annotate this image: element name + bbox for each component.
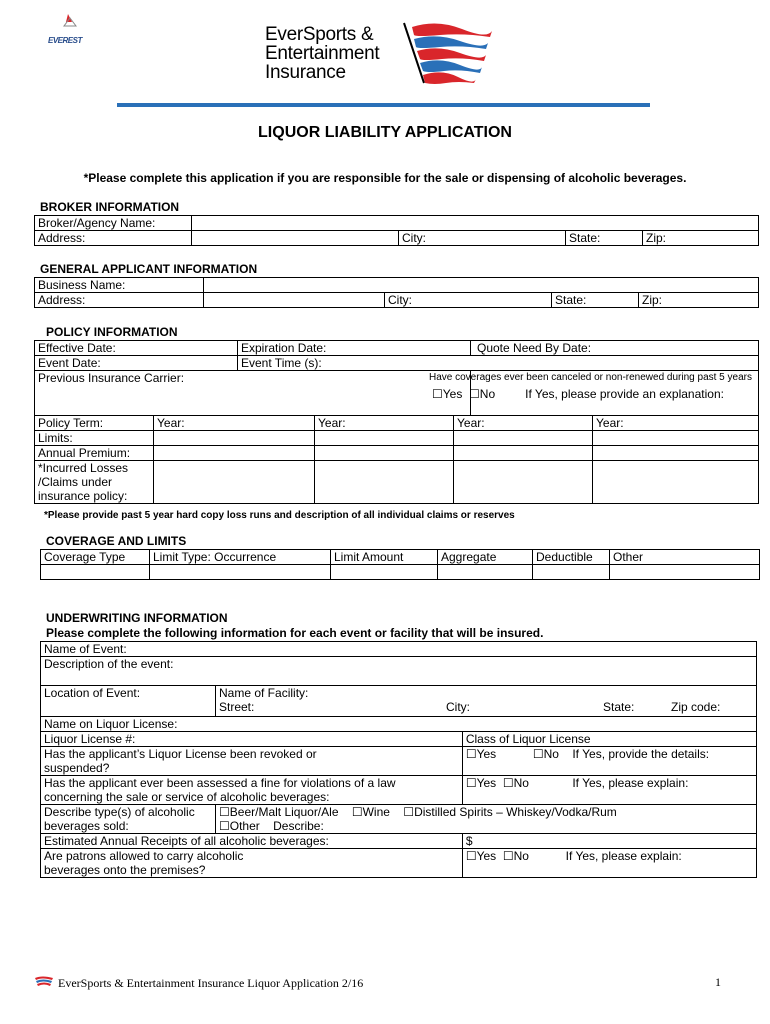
premium-4[interactable]: [593, 446, 759, 461]
policy-heading: POLICY INFORMATION: [46, 325, 178, 339]
losses-3[interactable]: [454, 461, 593, 504]
license-name-text: Name on Liquor License:: [44, 717, 178, 731]
limits-1[interactable]: [154, 431, 315, 446]
license-class-label[interactable]: Class of Liquor License: [462, 732, 756, 747]
event-name-label[interactable]: Name of Event:: [41, 642, 757, 657]
license-name-label[interactable]: [41, 717, 757, 732]
revoked-details: If Yes, provide the details:: [572, 747, 710, 761]
business-name-label: Business Name:: [35, 278, 204, 293]
page-number: 1: [715, 975, 721, 989]
loss-runs-footnote: *Please provide past 5 year hard copy loss runs and description of all individual claims or reserves: [44, 510, 515, 521]
canceled-options: [432, 387, 755, 401]
premium-1[interactable]: [154, 446, 315, 461]
fine-line1: Has the applicant ever been assessed a fine for violations of a law: [44, 776, 396, 790]
policy-history-table: [34, 415, 759, 504]
patrons-line1: Are patrons allowed to carry alcoholic: [44, 849, 244, 863]
fine-question: [41, 776, 463, 805]
location-label: Location of Event:: [41, 686, 216, 717]
revoked-yes-label: Yes: [476, 747, 497, 761]
limits-label: Limits:: [35, 431, 154, 446]
losses-4[interactable]: [593, 461, 759, 504]
broker-address-label: Address:: [35, 231, 192, 246]
state-label: State:: [603, 700, 635, 714]
revoked-question: [41, 747, 463, 776]
revoked-line2: suspended?: [44, 761, 110, 775]
broker-state-label[interactable]: State:: [566, 231, 643, 246]
beer-checkbox[interactable]: ☐: [219, 805, 230, 819]
broker-heading: BROKER INFORMATION: [40, 200, 180, 214]
other-label: Other: [229, 819, 260, 833]
instructions-note: *Please complete this application if you are responsible for the sale or dispensing of alcoholic beverages.: [83, 171, 687, 185]
coverage-other-field[interactable]: [610, 565, 760, 580]
coverage-header-row: [41, 550, 760, 565]
premium-2[interactable]: [315, 446, 454, 461]
limits-4[interactable]: [593, 431, 759, 446]
canceled-no-label: No: [479, 387, 496, 401]
underwriting-heading: UNDERWRITING INFORMATION: [46, 611, 228, 625]
everest-wordmark: EVEREST: [48, 36, 82, 45]
coverage-col-limit-amount: Limit Amount: [331, 550, 438, 565]
prev-carrier-label[interactable]: Previous Insurance Carrier:: [35, 371, 471, 416]
losses-line3: insurance policy:: [38, 489, 128, 503]
applicant-table: [34, 277, 759, 308]
page-title: LIQUOR LIABILITY APPLICATION: [258, 124, 512, 141]
wine-checkbox[interactable]: ☐: [351, 805, 363, 819]
other-checkbox[interactable]: ☐: [219, 819, 230, 833]
coverage-aggregate-field[interactable]: [438, 565, 533, 580]
losses-1[interactable]: [154, 461, 315, 504]
year-1[interactable]: Year:: [154, 416, 315, 431]
patrons-explain: If Yes, please explain:: [565, 849, 682, 863]
footer-text: EverSports & Entertainment Insurance Liquor Application 2/16: [58, 975, 364, 990]
business-name-field[interactable]: [204, 278, 759, 293]
coverage-col-aggregate: Aggregate: [438, 550, 533, 565]
brand-line1: EverSports &: [265, 24, 374, 45]
coverage-heading: COVERAGE AND LIMITS: [46, 534, 187, 548]
canceled-yes-label: Yes: [442, 387, 463, 401]
canceled-question: Have coverages ever been canceled or non-renewed during past 5 years: [429, 372, 752, 383]
year-2[interactable]: Year:: [315, 416, 454, 431]
canceled-explain: If Yes, please provide an explanation:: [525, 387, 724, 401]
brand-line3: Insurance: [265, 62, 346, 83]
event-date-label[interactable]: Event Date:: [35, 356, 238, 371]
patrons-no-checkbox[interactable]: ☐: [502, 849, 514, 863]
canceled-no-checkbox[interactable]: ☐: [469, 387, 480, 401]
types-line2: beverages sold:: [44, 819, 129, 833]
revoked-line1: Has the applicant’s Liquor License been revoked or: [44, 747, 317, 761]
revoked-no-label: No: [543, 747, 559, 761]
underwriting-subheading: Please complete the following information for each event or facility that will be insured.: [46, 626, 544, 640]
applicant-address-label: Address:: [35, 293, 204, 308]
losses-label: [35, 461, 154, 504]
coverage-limit-amount-field[interactable]: [331, 565, 438, 580]
coverage-table: [40, 549, 760, 580]
spirits-checkbox[interactable]: ☐: [403, 805, 415, 819]
coverage-col-type: Coverage Type: [41, 550, 150, 565]
applicant-zip-label[interactable]: Zip:: [639, 293, 759, 308]
expiration-date-label[interactable]: Expiration Date:: [238, 341, 471, 356]
fine-line2: concerning the sale or service of alcoholic beverages:: [44, 790, 330, 804]
patrons-yes-label: Yes: [476, 849, 497, 863]
coverage-row: [41, 565, 760, 580]
wine-label: Wine: [362, 805, 390, 819]
year-4[interactable]: Year:: [593, 416, 759, 431]
footer: [34, 975, 363, 993]
broker-name-label: Broker/Agency Name:: [35, 216, 192, 231]
brand-wordmark: [265, 25, 379, 82]
coverage-col-deductible: Deductible: [533, 550, 610, 565]
beverage-types-answer: [216, 805, 757, 834]
license-number-label[interactable]: Liquor License #:: [41, 732, 463, 747]
address-line: [219, 700, 753, 714]
fine-answer: [462, 776, 756, 805]
coverage-col-other: Other: [610, 550, 760, 565]
describe-label: Describe:: [273, 819, 324, 833]
patrons-line2: beverages onto the premises?: [44, 863, 206, 877]
beverage-row2: [219, 819, 753, 833]
policy-term-label: Policy Term:: [35, 416, 154, 431]
broker-name-field[interactable]: [192, 216, 759, 231]
quote-date-label[interactable]: Quote Need By Date:: [471, 341, 759, 356]
coverage-deductible-field[interactable]: [533, 565, 610, 580]
underwriting-table: [40, 641, 757, 878]
fine-yes-label: Yes: [476, 776, 497, 790]
limits-3[interactable]: [454, 431, 593, 446]
flag-logo-icon: [402, 21, 494, 91]
revoked-answer: [462, 747, 756, 776]
coverage-col-limit-type: Limit Type: Occurrence: [150, 550, 331, 565]
receipts-label: Estimated Annual Receipts of all alcoholic beverages:: [41, 834, 463, 849]
brand-line2: Entertainment: [265, 43, 380, 64]
losses-line1: *Incurred Losses: [38, 461, 129, 475]
canceled-yes-checkbox[interactable]: ☐: [432, 387, 443, 401]
spirits-label: Distilled Spirits – Whiskey/Vodka/Rum: [414, 805, 617, 819]
applicant-address-field[interactable]: [204, 293, 385, 308]
location-cell[interactable]: [216, 686, 757, 717]
street-label: Street:: [219, 700, 255, 714]
premium-label: Annual Premium:: [35, 446, 154, 461]
receipts-field[interactable]: [462, 834, 756, 849]
patrons-yes-checkbox[interactable]: ☐: [465, 849, 477, 863]
applicant-state-label[interactable]: State:: [552, 293, 639, 308]
dollar-sign: $: [465, 834, 473, 848]
facility-label: Name of Facility:: [219, 686, 309, 700]
event-time-label[interactable]: Event Time (s):: [238, 356, 759, 371]
losses-line2: /Claims under: [38, 475, 113, 489]
beer-label: Beer/Malt Liquor/Ale: [229, 805, 339, 819]
revoked-no-checkbox[interactable]: ☐: [532, 747, 544, 761]
limits-2[interactable]: [315, 431, 454, 446]
year-3[interactable]: Year:: [454, 416, 593, 431]
everest-logo: [48, 12, 103, 48]
zip-label: Zip code:: [671, 700, 721, 714]
applicant-heading: GENERAL APPLICANT INFORMATION: [40, 262, 258, 276]
patrons-no-label: No: [513, 849, 529, 863]
event-description-label[interactable]: Description of the event:: [41, 657, 757, 686]
broker-address-field[interactable]: [192, 231, 399, 246]
fine-no-label: No: [513, 776, 529, 790]
patrons-answer: [462, 849, 756, 878]
fine-explain: If Yes, please explain:: [572, 776, 689, 790]
premium-3[interactable]: [454, 446, 593, 461]
policy-table-top: [34, 340, 759, 416]
header-rule: [117, 103, 650, 107]
losses-2[interactable]: [315, 461, 454, 504]
fine-no-checkbox[interactable]: ☐: [502, 776, 514, 790]
coverage-limit-type-field[interactable]: [150, 565, 331, 580]
beverage-types-question: [41, 805, 216, 834]
fine-yes-checkbox[interactable]: ☐: [465, 776, 477, 790]
beverage-row1: [219, 805, 753, 819]
patrons-question: [41, 849, 463, 878]
footer-flag-icon: [34, 975, 54, 993]
broker-table: [34, 215, 759, 246]
broker-city-label[interactable]: City:: [399, 231, 566, 246]
city-label: City:: [446, 700, 470, 714]
canceled-question-cell: [429, 371, 759, 416]
broker-zip-label[interactable]: Zip:: [643, 231, 759, 246]
types-line1: Describe type(s) of alcoholic: [44, 805, 195, 819]
effective-date-label[interactable]: Effective Date:: [35, 341, 238, 356]
coverage-type-field[interactable]: [41, 565, 150, 580]
revoked-yes-checkbox[interactable]: ☐: [465, 747, 477, 761]
applicant-city-label[interactable]: City:: [385, 293, 552, 308]
